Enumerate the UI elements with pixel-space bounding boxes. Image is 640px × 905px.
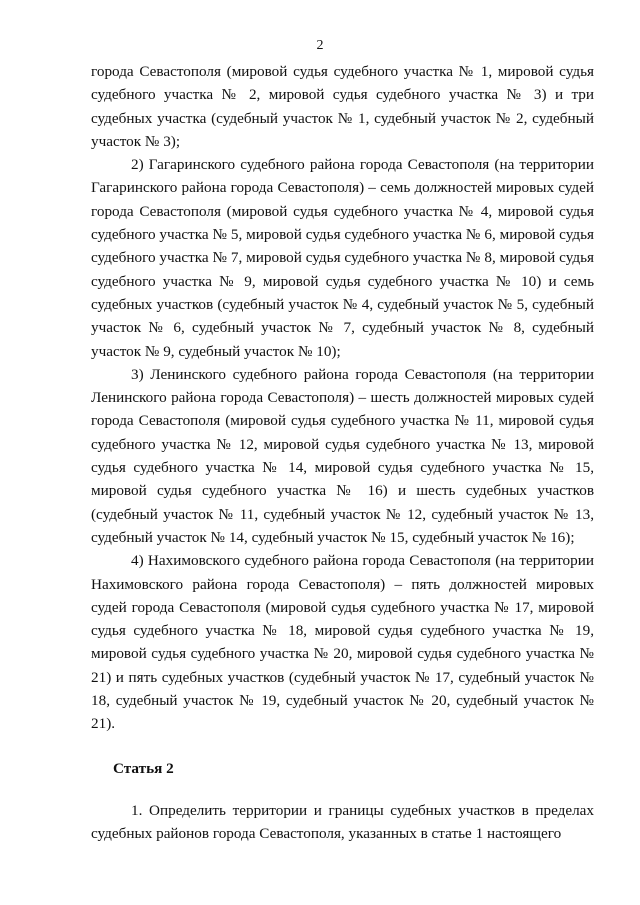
paragraph-leninsky-district: 3) Ленинского судебного района города Севастополя (на территории Ленинского района города Севастополя) – шесть должностей мировых судей города Севастополя (мировой судья судебного участка № 11, мировой судья судебного участка № 12, мировой судья судебного участка № 13, мировой судья судебного участка № 14, мировой судья судебного участка № 15, мировой судья судебного участка № 16) и шесть судебных участков (судебный участок № 11, судебный участок № 12, судебный участок № 13, судебный участок № 14, судебный участок № 15, судебный участок № 16); [91,365,594,546]
paragraph-continuation: города Севастополя (мировой судья судебного участка № 1, мировой судья судебного участка № 2, мировой судья судебного участка № 3) и три судебных участка (судебный участок № 1, судебный участок № 2, судебный участок № 3); [91,63,594,150]
page-number: 2 [316,38,324,53]
paragraph-nakhimovsky-district: 4) Нахимовского судебного района города Севастополя (на территории Нахимовского района города Севастополя) – пять должностей мировых судей города Севастополя (мировой судья судебного участка № 17, мировой судья судебного участка № 18, мировой судья судебного участка № 19, мировой судья судебного участка № 20, мировой судья судебного участка № 21) и пять судебных участков (судебный участок № 17, судебный участок № 18, судебный участок № 19, судебный участок № 20, судебный участок № 21). [91,552,594,733]
paragraph-gagarinsky-district: 2) Гагаринского судебного района города Севастополя (на территории Гагаринского района города Севастополя) – семь должностей мировых судей города Севастополя (мировой судья судебного участка № 4, мировой судья судебного участка № 5, мировой судья судебного участка № 6, мировой судья судебного участка № 7, мировой судья судебного участка № 8, мировой судья судебного участка № 9, мировой судья судебного участка № 10) и семь судебных участков (судебный участок № 4, судебный участок № 5, судебный участок № 6, судебный участок № 7, судебный участок № 8, судебный участок № 9, судебный участок № 10); [91,156,594,360]
article-paragraph: 1. Определить территории и границы судебных участков в пределах судебных районов города Севастополя, указанных в статье 1 настоящего [91,801,594,843]
article-heading: Статья 2 [113,759,174,777]
document-body [91,60,594,846]
